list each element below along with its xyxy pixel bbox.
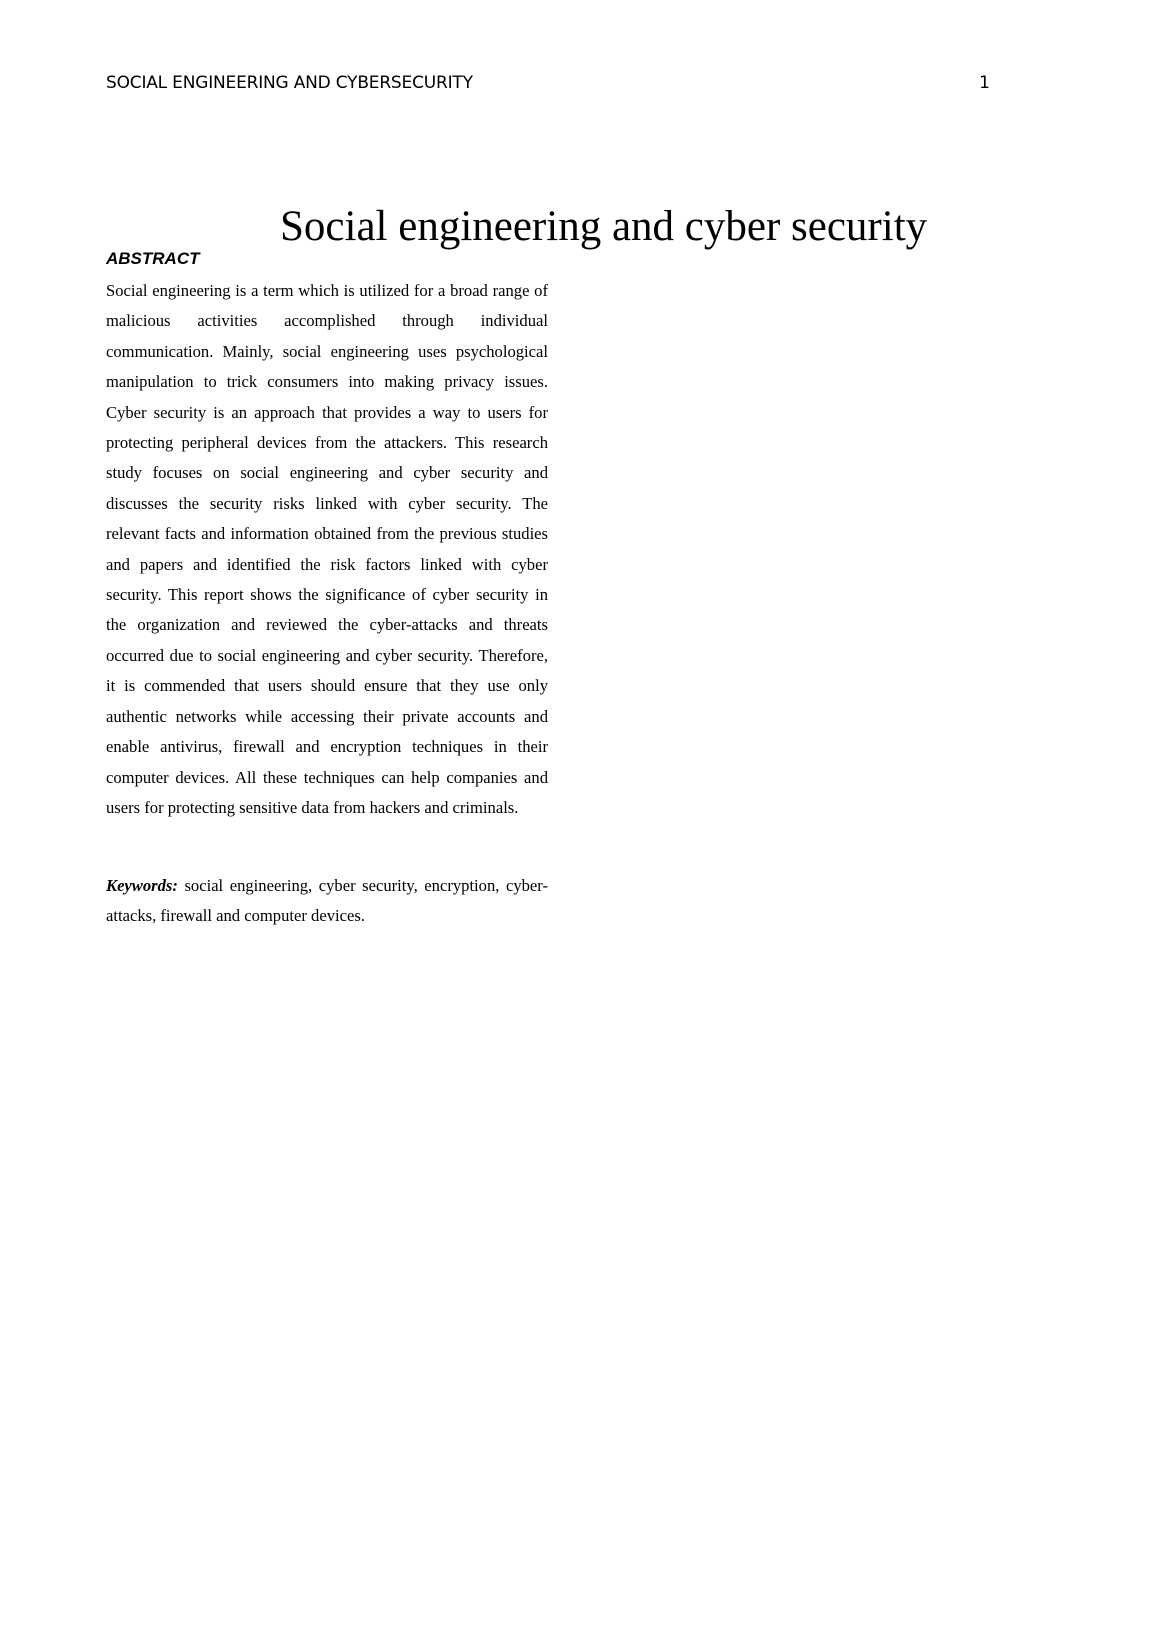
keywords-text: social engineering, cyber security, encryption, cyber-attacks, firewall and computer devices. — [106, 876, 548, 926]
running-head: SOCIAL ENGINEERING AND CYBERSECURITY — [106, 73, 473, 93]
keywords-paragraph — [106, 871, 548, 932]
abstract-body: Social engineering is a term which is utilized for a broad range of malicious activities accomplished through individual communication. Mainly, social engineering uses psychological manipulation to trick consumers into making privacy issues. Cyber security is an approach that provides a way to users for protecting peripheral devices from the attackers. This research study focuses on social engineering and cyber security and discusses the security risks linked with cyber security. The relevant facts and information obtained from the previous studies and papers and identified the risk factors linked with cyber security. This report shows the significance of cyber security in the organization and reviewed the cyber-attacks and threats occurred due to social engineering and cyber security. Therefore, it is commended that users should ensure that they use only authentic networks while accessing their private accounts and enable antivirus, firewall and encryption techniques in their computer devices. All these techniques can help companies and users for protecting sensitive data from hackers and criminals. — [106, 281, 548, 817]
keywords-label: Keywords: — [106, 876, 178, 895]
abstract-heading: ABSTRACT — [106, 249, 200, 268]
paper-title: Social engineering and cyber security — [280, 203, 928, 250]
page-number: 1 — [979, 73, 990, 93]
page-header — [106, 70, 990, 96]
